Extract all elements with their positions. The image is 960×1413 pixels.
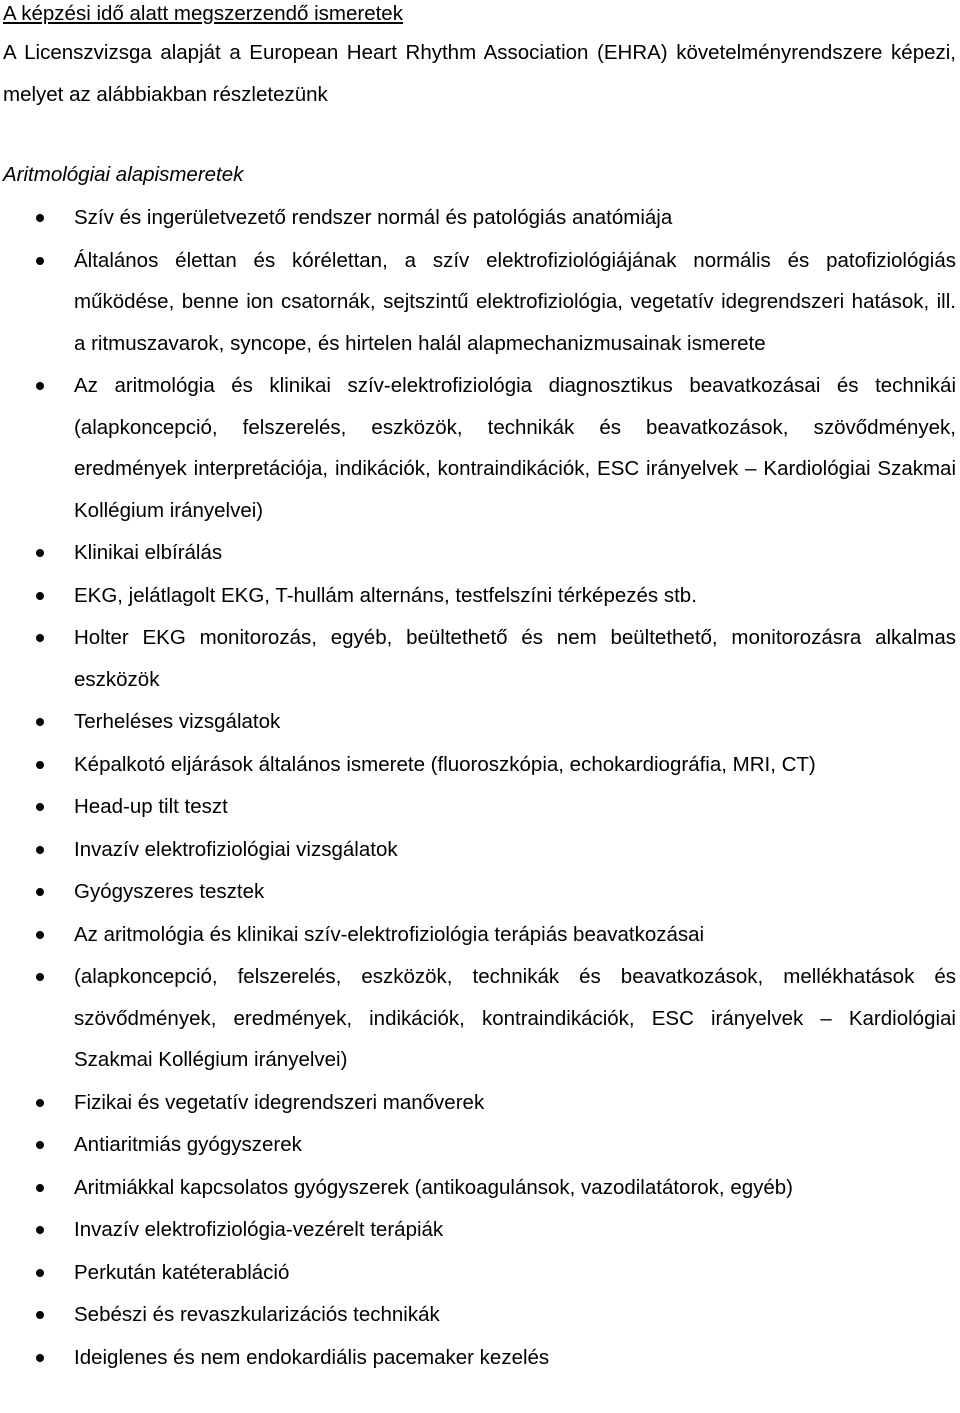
list-item bbox=[0, 1252, 960, 1294]
list-item bbox=[0, 956, 960, 1081]
list-item bbox=[0, 871, 960, 913]
list-item bbox=[0, 1124, 960, 1166]
bullet-icon bbox=[36, 846, 44, 854]
list-item bbox=[0, 365, 960, 531]
list-item bbox=[0, 1209, 960, 1251]
bullet-icon bbox=[36, 382, 44, 390]
list-item-text: Ideiglenes és nem endokardiális pacemaker kezelés bbox=[74, 1345, 550, 1369]
bullet-icon bbox=[36, 257, 44, 265]
bullet-icon bbox=[36, 718, 44, 726]
list-item-text: Gyógyszeres tesztek bbox=[74, 880, 265, 903]
list-item-text: Klinikai elbírálás bbox=[74, 541, 223, 564]
list-item-text: Fizikai és vegetatív idegrendszeri manőverek bbox=[74, 1090, 485, 1114]
list-item-text: (alapkoncepció, felszerelés, eszközök, technikák és beavatkozások, mellékhatások és szövődmények, eredmények, indikációk, kontraindikációk, ESC irányelvek – Kardiológiai Szakmai Kollégium irányelvei) bbox=[74, 965, 956, 1071]
list-item-text: Invazív elektrofiziológiai vizsgálatok bbox=[74, 837, 398, 861]
intro-paragraph: A Licenszvizsga alapját a European Heart Rhythm Association (EHRA) követelményrendszere képezi, melyet az alábbiakban részletezünk bbox=[3, 41, 956, 106]
list-item-text: Szív és ingerületvezető rendszer normál és patológiás anatómiája bbox=[74, 206, 673, 229]
section-heading: Aritmológiai alapismeretek bbox=[3, 163, 244, 186]
bullet-icon bbox=[36, 214, 44, 222]
list-item bbox=[0, 1082, 960, 1124]
list-item bbox=[0, 744, 960, 786]
list-item bbox=[0, 701, 960, 743]
bullet-icon bbox=[36, 1184, 44, 1192]
topic-list bbox=[0, 197, 960, 1379]
list-item bbox=[0, 1294, 960, 1336]
list-item-text: Az aritmológia és klinikai szív-elektrofiziológia terápiás beavatkozásai bbox=[74, 922, 705, 946]
list-item-text: Perkután katéterabláció bbox=[74, 1260, 290, 1284]
list-item-text: Head-up tilt teszt bbox=[74, 795, 228, 818]
list-item bbox=[0, 829, 960, 871]
list-item-text: Az aritmológia és klinikai szív-elektrofiziológia diagnosztikus beavatkozásai és technikái (alapkoncepció, felszerelés, eszközök, technikák és beavatkozások, szövődmények, eredmények interpretációja, indikációk, kontraindikációk, ESC irányelvek – Kardiológiai Szakmai Kollégium irányelvei) bbox=[74, 374, 956, 522]
bullet-icon bbox=[36, 1141, 44, 1149]
list-item-text: Sebészi és revaszkularizációs technikák bbox=[74, 1303, 440, 1326]
list-item bbox=[0, 575, 960, 617]
bullet-icon bbox=[36, 931, 44, 939]
list-item bbox=[0, 786, 960, 828]
list-item bbox=[0, 617, 960, 700]
list-item-text: Antiaritmiás gyógyszerek bbox=[74, 1133, 302, 1156]
list-item-text: Aritmiákkal kapcsolatos gyógyszerek (antikoagulánsok, vazodilatátorok, egyéb) bbox=[74, 1175, 794, 1199]
bullet-icon bbox=[36, 1311, 44, 1319]
bullet-icon bbox=[36, 973, 44, 981]
bullet-icon bbox=[36, 761, 44, 769]
list-item bbox=[0, 532, 960, 574]
list-item-text: Képalkotó eljárások általános ismerete (fluoroszkópia, echokardiográfia, MRI, CT) bbox=[74, 752, 816, 776]
list-item bbox=[0, 1337, 960, 1379]
list-item bbox=[0, 914, 960, 956]
page-title: A képzési idő alatt megszerzendő ismeretek bbox=[3, 2, 403, 25]
bullet-icon bbox=[36, 888, 44, 896]
bullet-icon bbox=[36, 549, 44, 557]
bullet-icon bbox=[36, 634, 44, 642]
list-item-text: Invazív elektrofiziológia-vezérelt terápiák bbox=[74, 1218, 444, 1241]
bullet-icon bbox=[36, 592, 44, 600]
bullet-icon bbox=[36, 803, 44, 811]
list-item-text: EKG, jelátlagolt EKG, T-hullám alternáns, testfelszíni térképezés stb. bbox=[74, 583, 697, 607]
bullet-icon bbox=[36, 1269, 44, 1277]
list-item-text: Terheléses vizsgálatok bbox=[74, 710, 281, 733]
list-item-text: Holter EKG monitorozás, egyéb, beültethető és nem beültethető, monitorozásra alkalmas eszközök bbox=[74, 626, 956, 691]
list-item bbox=[0, 197, 960, 239]
bullet-icon bbox=[36, 1226, 44, 1234]
bullet-icon bbox=[36, 1354, 44, 1362]
list-item-text: Általános élettan és kórélettan, a szív elektrofiziológiájának normális és patofiziológiás működése, benne ion csatornák, sejtszintű elektrofiziológia, vegetatív idegrendszeri hatások, ill. a ritmuszavarok, syncope, és hirtelen halál alapmechanizmusainak ismerete bbox=[74, 248, 956, 355]
list-item bbox=[0, 240, 960, 365]
list-item bbox=[0, 1167, 960, 1209]
bullet-icon bbox=[36, 1099, 44, 1107]
